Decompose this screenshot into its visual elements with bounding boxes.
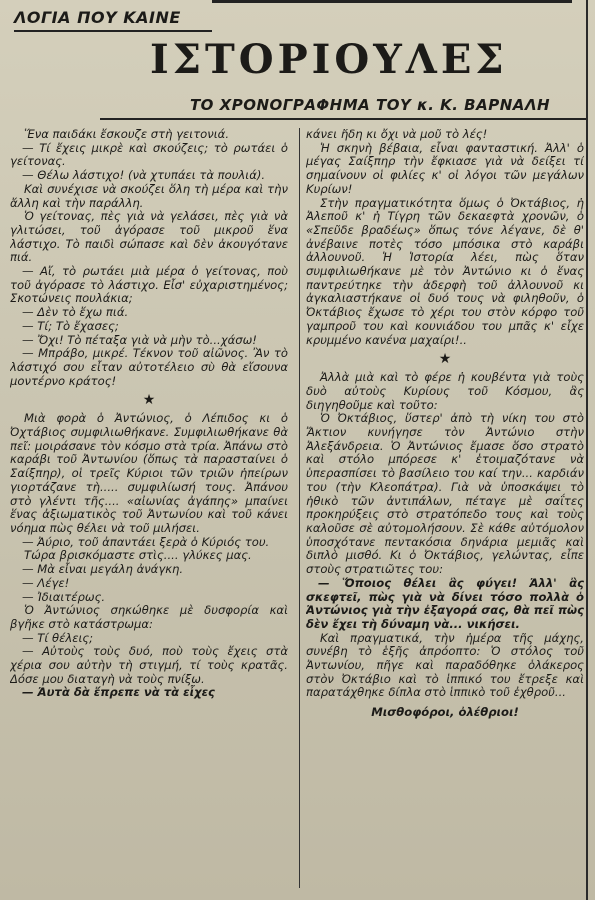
paragraph: Ἀλλὰ μιὰ καὶ τὸ φέρε ἡ κουβέντα γιὰ τοὺς δυὸ αὐτοὺς Κυρίους τοῦ Κόσμου, ἂς διηγηθοῦμε καὶ τοῦτο: (306, 370, 584, 412)
paragraph: κάνει ἤδη κι ὄχι νὰ μοῦ τὸ λές! (306, 128, 488, 141)
paragraph: — Ἀύριο, τοῦ ἀπαντάει ξερὰ ὁ Κύριός του. (22, 534, 270, 549)
paragraph: — Ὅποιος θέλει ἂς φύγει! Ἀλλ' ἂς σκεφτεῖ, πὼς γιὰ νὰ δίνει τόσο πολλὰ ὁ Ἀντώνιος γιὰ τὴν ἐξαγορά σας, θὰ πεῖ πὼς δὲν ἔχει τὴ δύναμη νὰ... νικήσει. (306, 575, 584, 631)
paragraph: Ἕνα παιδάκι ἔσκουζε στὴ γειτονιά. (24, 128, 230, 141)
paragraph: — Ἰδιαιτέρως. (22, 589, 106, 604)
right-column (306, 128, 584, 892)
paragraph: Ὁ γείτονας, πὲς γιὰ νὰ γελάσει, πὲς γιὰ νὰ γλιτώσει, τοῦ ἀγόρασε τοῦ μικροῦ ἕνα λάστιχο. Τὸ παιδὶ σώπασε καὶ δὲν ἀκουγότανε πιά. (10, 209, 288, 265)
paragraph: Ὁ Ὀκτάβιος, ὕστερ' ἀπὸ τὴ νίκη του στὸ Ἄκτιον κυνήγησε τὸν Ἀντώνιο στὴν Ἀλεξάνδρεια. Ὁ Ἀντώνιος ἔμασε ὅσο στρατὸ καὶ στόλο μπόρεσε κ' ἑτοιμαζότανε νὰ ὑπερασπίσει τὸ βασίλειο του καί την... καρδιάν του (τὴν Κλεοπάτρα). Γιὰ νὰ ὑποσκάψει τὸ ἠθικὸ τῶν ἀντιπάλων, πέταγε μὲ σαΐτες προκηρύξεις στὸ στρατόπεδο τους καὶ τοὺς καλοῦσε σὲ αὐτομολήσουν. Σὲ κάθε αὐτόμολον ὑποσχότανε πεντακόσια δηνάρια μεμιᾶς καὶ διπλὸ μισθό. Κι ὁ Ὀκτάβιος, γελώντας, εἶπε στοὺς στρατιῶτες του: (306, 411, 584, 577)
paragraph: Καὶ πραγματικά, τὴν ἡμέρα τῆς μάχης, συνέβη τὸ ἑξῆς ἀπρόοπτο: Ὁ στόλος τοῦ Ἀντωνίου, πῆγε καὶ παραδόθηκε ὁλάκερος στὸν Ὀκτάβιο καὶ τὸ ἱππικό του ἔτρεξε καὶ παρατάχθηκε δίπλα στὸ ἱππικὸ τοῦ ἐχθροῦ... (306, 630, 584, 700)
paragraph: — Τί ἔχεις μικρὲ καὶ σκούζεις; τὸ ρωτάει ὁ γείτονας. (10, 140, 288, 169)
article-subhead: ΤΟ ΧΡΟΝΟΓΡΑΦΗΜΑ ΤΟΥ κ. Κ. ΒΑΡΝΑΛΗ (189, 96, 551, 114)
left-column (10, 128, 288, 892)
star-separator: ★ (438, 351, 452, 368)
paragraph: Ἡ σκηνὴ βέβαια, εἶναι φανταστική. Ἀλλ' ὁ μέγας Σαίξπηρ τὴν ἔφκιασε γιὰ νὰ δείξει τί σημαίνουν οἱ φιλίες κ' οἱ λόγοι τῶν μεγάλων Κυρίων! (306, 140, 584, 196)
section-kicker: ΛΟΓΙΑ ΠΟΥ ΚΑΙΝΕ (14, 8, 181, 27)
paragraph: — Θέλω λάστιχο! (νὰ χτυπάει τὰ πουλιά). (22, 168, 266, 183)
paragraph: — Μπράβο, μικρέ. Τέκνον τοῦ αἰῶνος. Ἂν τὸ λάστιχό σου εἶταν αὐτοτέλειο σὺ θὰ εἴσουνα μοντέρνο κράτος! (10, 346, 288, 388)
paragraph: Καὶ συνέχισε νὰ σκούζει ὅλη τὴ μέρα καὶ τὴν ἄλλη καὶ τὴν παράλλη. (10, 181, 288, 210)
paragraph: Στὴν πραγματικότητα ὅμως ὁ Ὀκτάβιος, ἡ Ἀλεποῦ κ' ἡ Τίγρη τῶν δεκαεφτὰ χρονῶν, ὁ «Σπεῦδε βραδέως» ὅπως τόνε λέγανε, δὲ θ' ἀνέβαινε ποτὲς τόσο μπόσικα στὸ καράβι ἀλλουνοῦ. Ἡ Ἱστορία λέει, πὼς ὅταν συμφιλιωθήκανε μὲ τὸν Ἀντώνιο κι ὁ ἕνας παντρεύτηκε τὴν ἀδερφὴ τοῦ ἀλλουνοῦ κι ἀγκαλιαστήκανε οἱ δυό τους νὰ φιληθοῦν, ὁ Ὀκτάβιος ἔχωσε τὸ χέρι του στὸν κόρφο τοῦ γαμπροῦ του καὶ κουνιάδου του μπᾶς κ' εἶχε κρυμμένο κανένα μαχαίρι!.. (306, 195, 584, 347)
kicker-underline (14, 30, 212, 32)
star-separator: ★ (142, 392, 156, 409)
paragraph: — Τί; Τὸ ἔχασες; (22, 318, 119, 333)
top-rule (212, 0, 572, 3)
paragraph: Ὁ Ἀντώνιος σηκώθηκε μὲ δυσφορία καὶ βγῆκε στὸ κατάστρωμα: (10, 603, 288, 631)
paragraph: — Ὄχι! Τὸ πέταξα γιὰ νὰ μὴν τὸ...χάσω! (22, 332, 257, 347)
paragraph: — Τί θέλεις; (22, 630, 94, 645)
article-headline: ΙΣΤΟΡΙΟΥΛΕΣ (150, 36, 508, 83)
paragraph: — Ἀυτὰ δὰ ἔπρεπε νὰ τὰ εἶχες (22, 685, 215, 700)
paragraph: Μιὰ φορὰ ὁ Ἀντώνιος, ὁ Λέπιδος κι ὁ Ὀχτάβιος συμφιλιωθήκανε. Συμφιλιωθήκανε θὰ πεῖ: μοιράσανε τὸν κόσμο στὰ τρία. Ἀπάνω στὸ καράβι τοῦ Ἀντωνίου (ὅπως τὰ παρασταίνει ὁ Σαίξπηρ), οἱ τρεῖς Κύριοι τῶν τριῶν ἠπείρων γιορτάζανε τὴ..... συμφιλίωσή τους. Ἀπάνου στὸ γλέντι τῆς.... «αἰωνίας ἀγάπης» μπαίνει ἕνας ἀξιωματικὸς τοῦ Ἀντωνίου καὶ τοῦ κάνει νόημα πὼς θέλει νὰ τοῦ μιλήσει. (10, 411, 288, 535)
closing-line: Μισθοφόροι, ὀλέθριοι! (371, 705, 519, 720)
paragraph: — Λέγε! (22, 575, 70, 590)
paragraph: — Αἴ, τὸ ρωτάει μιὰ μέρα ὁ γείτονας, ποὺ τοῦ ἀγόρασε τὸ λάστιχο. Εἶσ' εὐχαριστημένος; Σκοτώνεις πουλάκια; (10, 264, 288, 306)
paragraph: — Αὐτοὺς τοὺς δυό, ποὺ τοὺς ἔχεις στὰ χέρια σου αὐτὴν τὴ στιγμή, τί τοὺς κρατᾶς. Δόσε μου διαταγὴ νὰ τοὺς πνίξω. (10, 644, 288, 686)
subhead-rule (100, 118, 586, 120)
column-divider (299, 128, 300, 888)
paragraph: Τώρα βρισκόμαστε στὶς.... γλύκες μας. (24, 548, 252, 563)
right-column-rule (586, 0, 588, 900)
paragraph: — Μὰ εἶναι μεγάλη ἀνάγκη. (22, 562, 184, 577)
paragraph: — Δὲν τὸ ἔχω πιά. (22, 305, 129, 320)
